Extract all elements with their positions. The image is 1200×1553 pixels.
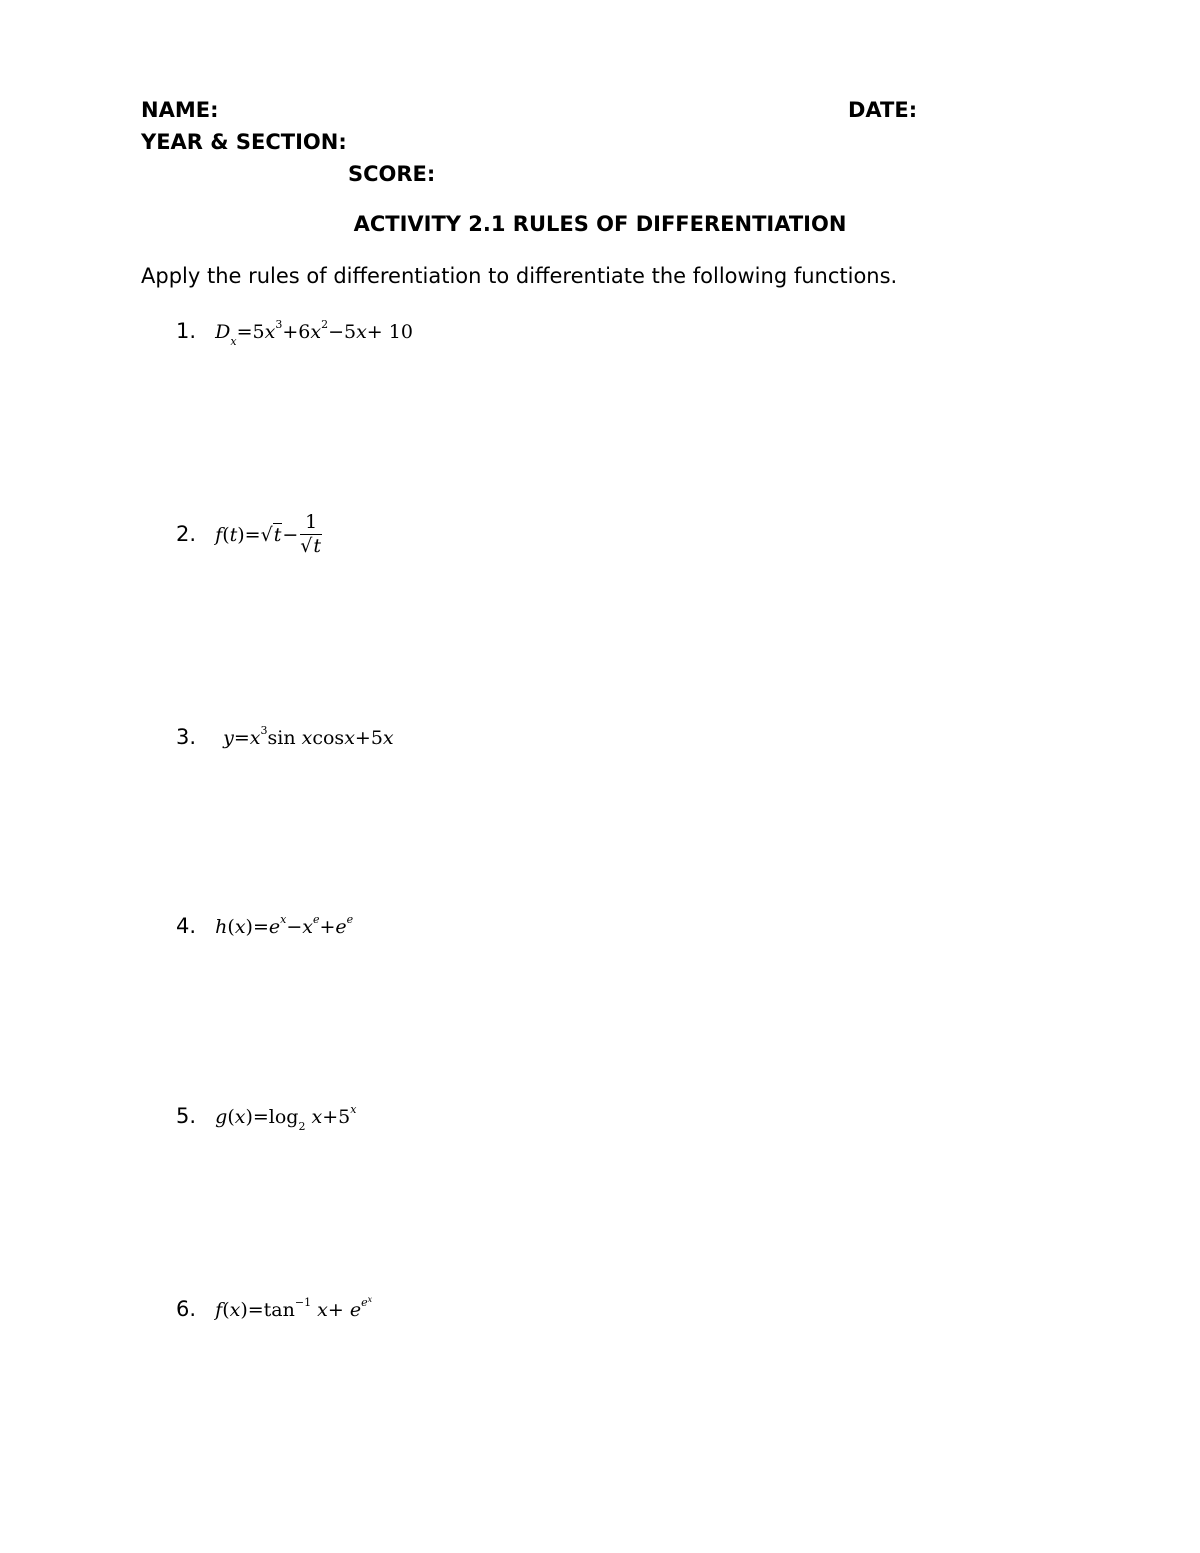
- problem-5: [176, 1102, 357, 1133]
- problem-4: [176, 914, 353, 938]
- score-label: SCORE:: [348, 162, 436, 186]
- problem-number: 6.: [176, 1297, 197, 1321]
- date-label: DATE:: [848, 98, 918, 122]
- instructions: Apply the rules of differentiation to differentiate the following functions.: [141, 264, 898, 288]
- problem-3-equation: $y=x^3\sin$ xcosx+5x: [223, 723, 394, 749]
- year-section-label: YEAR & SECTION:: [141, 130, 347, 154]
- problem-5-equation: $g(x)=\log_2$ $x+5^x$: [215, 1102, 357, 1133]
- problem-number: 4.: [176, 914, 197, 938]
- problem-number: 3.: [176, 725, 197, 749]
- name-label: NAME:: [141, 98, 219, 122]
- problem-number: 5.: [176, 1104, 197, 1128]
- problem-1: [176, 317, 413, 348]
- problem-6: [176, 1294, 373, 1321]
- problem-number: 1.: [176, 319, 197, 343]
- activity-title: ACTIVITY 2.1 RULES OF DIFFERENTIATION: [353, 212, 847, 236]
- problem-6-equation: $f(x)=\tan^{-1}$ $x+ e^{e^x}$: [215, 1294, 373, 1321]
- problem-1-equation: $D_x=5x^3+6x^2-5x+ 10$: [215, 317, 413, 348]
- problem-2: [176, 510, 324, 555]
- problem-2-equation: f(t)=√t− $\frac{1}{√t}$: [215, 511, 322, 557]
- problem-number: 2.: [176, 522, 197, 547]
- problem-4-equation: $h(x)=e^x-x^e+e^e$: [215, 912, 354, 938]
- problem-3: [176, 725, 394, 749]
